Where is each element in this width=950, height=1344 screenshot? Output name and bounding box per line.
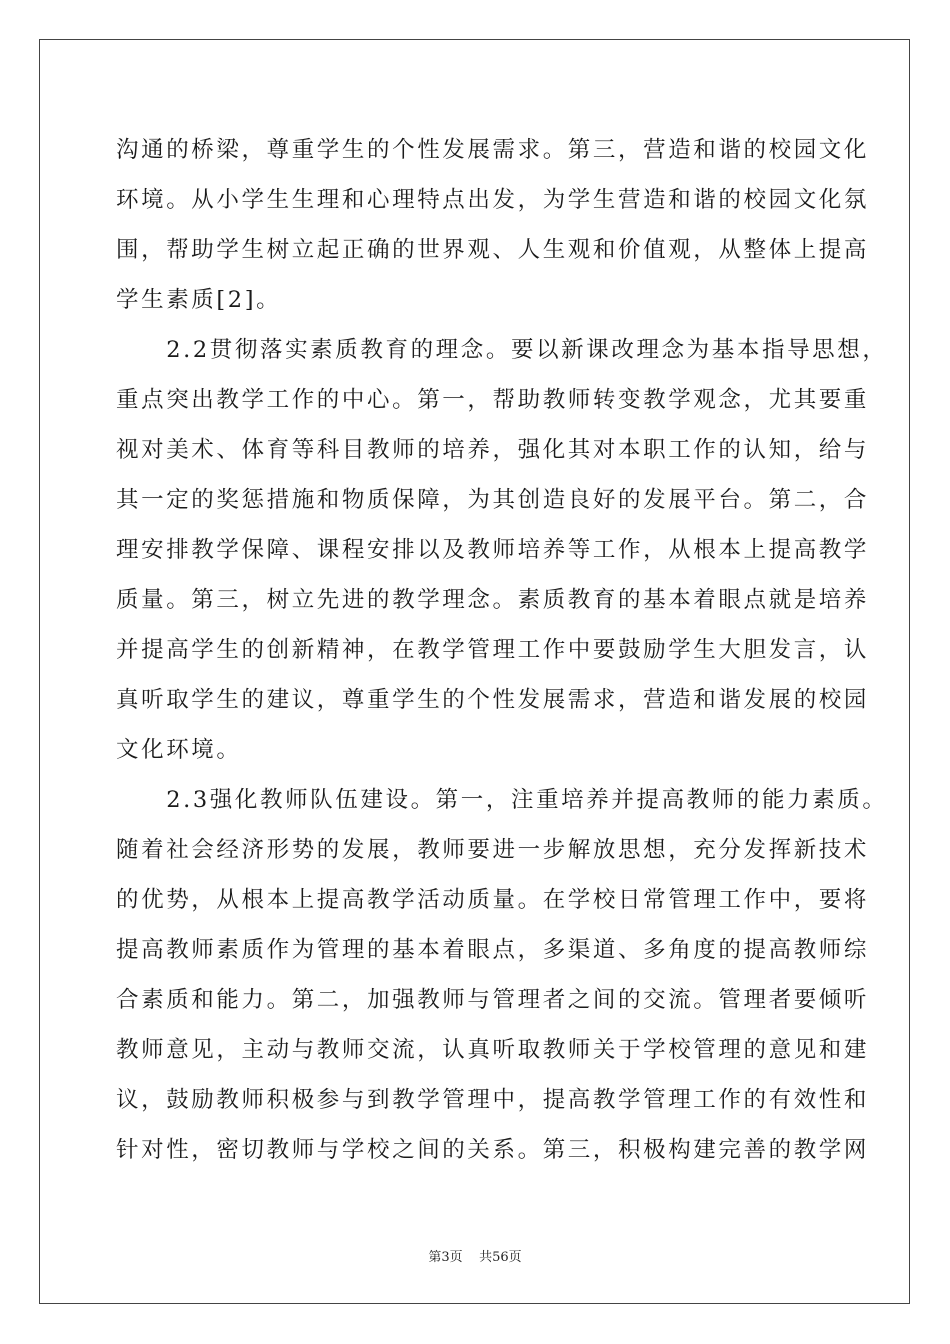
text-line: 重点突出教学工作的中心。第一，帮助教师转变教学观念，尤其要重 (116, 387, 870, 413)
text-line: 合素质和能力。第二，加强教师与管理者之间的交流。管理者要倾听 (116, 987, 870, 1013)
text-line: 2.2贯彻落实素质教育的理念。要以新课改理念为基本指导思想， (116, 337, 888, 363)
text-line: 视对美术、体育等科目教师的培养，强化其对本职工作的认知，给与 (116, 437, 870, 463)
text-line: 议，鼓励教师积极参与到教学管理中，提高教学管理工作的有效性和 (116, 1087, 870, 1113)
text-line: 质量。第三，树立先进的教学理念。素质教育的基本着眼点就是培养 (116, 587, 870, 613)
text-line: 其一定的奖惩措施和物质保障，为其创造良好的发展平台。第二，合 (116, 487, 870, 513)
text-line: 随着社会经济形势的发展，教师要进一步解放思想，充分发挥新技术 (116, 837, 870, 863)
text-line: 并提高学生的创新精神，在教学管理工作中要鼓励学生大胆发言，认 (116, 637, 870, 663)
text-line: 文化环境。 (116, 737, 242, 763)
text-line: 环境。从小学生生理和心理特点出发，为学生营造和谐的校园文化氛 (116, 187, 870, 213)
page-footer (0, 1246, 950, 1265)
text-line: 的优势，从根本上提高教学活动质量。在学校日常管理工作中，要将 (116, 887, 870, 913)
text-line: 学生素质[2]。 (116, 287, 282, 313)
current-page-number: 第3页 (428, 1250, 463, 1265)
text-line: 沟通的桥梁，尊重学生的个性发展需求。第三，营造和谐的校园文化 (116, 137, 870, 163)
text-line: 针对性，密切教师与学校之间的关系。第三，积极构建完善的教学网 (116, 1137, 870, 1163)
text-line: 2.3强化教师队伍建设。第一，注重培养并提高教师的能力素质。 (116, 787, 888, 813)
text-line: 真听取学生的建议，尊重学生的个性发展需求，营造和谐发展的校园 (116, 687, 870, 713)
text-line: 理安排教学保障、课程安排以及教师培养等工作，从根本上提高教学 (116, 537, 870, 563)
total-page-count: 共56页 (479, 1250, 522, 1265)
text-line: 提高教师素质作为管理的基本着眼点，多渠道、多角度的提高教师综 (116, 937, 870, 963)
text-line: 教师意见，主动与教师交流，认真听取教师关于学校管理的意见和建 (116, 1037, 870, 1063)
text-line: 围，帮助学生树立起正确的世界观、人生观和价值观，从整体上提高 (116, 237, 870, 263)
